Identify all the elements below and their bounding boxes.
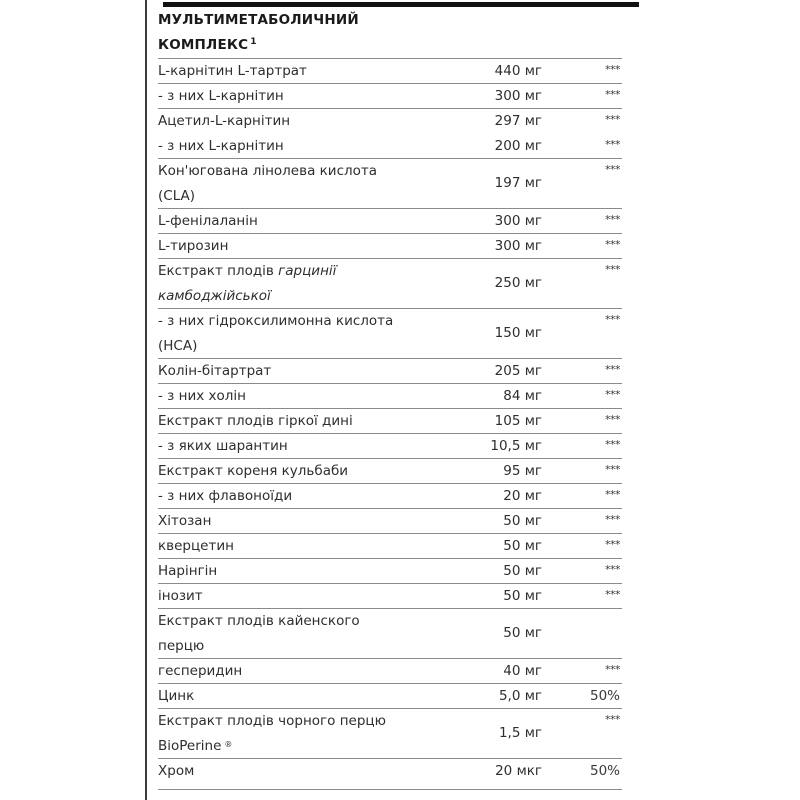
ingredient-amount: 197 мг: [494, 175, 542, 191]
ingredient-name: - з них холін: [158, 388, 246, 404]
section-title: [158, 8, 622, 59]
title-line-2: [158, 33, 622, 58]
daily-value: ***: [605, 238, 620, 251]
table-row: [158, 359, 622, 384]
ingredient-amount: 1,5 мг: [498, 725, 542, 741]
ingredient-name: L-карнітин L-тартрат: [158, 63, 307, 79]
daily-value: ***: [605, 713, 620, 726]
ingredient-amount: 50 мг: [503, 625, 542, 641]
table-row: [158, 709, 622, 759]
ingredient-amount: 50 мг: [503, 588, 542, 604]
title-line-1: МУЛЬТИМЕТАБОЛИЧНИЙ: [158, 12, 359, 28]
table-row: [158, 134, 622, 159]
footnote-marker: 1: [250, 37, 257, 47]
daily-value: 50%: [589, 688, 620, 704]
ingredient-amount: 250 мг: [494, 275, 542, 291]
table-row: [158, 159, 622, 209]
daily-value: ***: [605, 538, 620, 551]
daily-value: ***: [605, 663, 620, 676]
table-row: [158, 534, 622, 559]
ingredient-name: Екстракт кореня кульбаби: [158, 463, 349, 479]
ingredient-amount: 50 мг: [503, 563, 542, 579]
ingredient-amount: 300 мг: [494, 88, 542, 104]
ingredient-name: Ацетил-L-карнітин: [158, 113, 291, 129]
daily-value: ***: [605, 263, 620, 276]
table-row: [158, 84, 622, 109]
table-row: [158, 759, 622, 790]
daily-value: 50%: [589, 763, 620, 779]
daily-value: ***: [605, 388, 620, 401]
ingredient-name-prefix: Екстракт плодів: [158, 263, 279, 279]
ingredient-name: Хітозан: [158, 513, 212, 529]
ingredient-amount: 20 мг: [503, 488, 542, 504]
ingredient-amount: 297 мг: [494, 113, 542, 129]
ingredient-name: Хром: [158, 763, 195, 779]
ingredient-name: - з них L-карнітин: [158, 88, 284, 104]
ingredient-amount: 50 мг: [503, 513, 542, 529]
table-row: [158, 434, 622, 459]
ingredient-amount: 40 мг: [503, 663, 542, 679]
table-row: [158, 584, 622, 609]
ingredient-name: кверцетин: [158, 538, 234, 554]
ingredient-amount: 440 мг: [494, 63, 542, 79]
ingredient-name: L-тирозин: [158, 238, 229, 254]
table-row: [158, 684, 622, 709]
daily-value: ***: [605, 463, 620, 476]
ingredient-name: Кон'югована лінолева кислота (CLA): [158, 163, 378, 204]
daily-value: ***: [605, 513, 620, 526]
daily-value: ***: [605, 88, 620, 101]
ingredient-name: - з них флавоноїди: [158, 488, 293, 504]
table-row: [158, 259, 622, 309]
daily-value: ***: [605, 588, 620, 601]
ingredient-amount: 84 мг: [503, 388, 542, 404]
ingredient-name-italic: гарцинії камбоджійської: [158, 263, 337, 304]
daily-value: ***: [605, 363, 620, 376]
ingredient-amount: 20 мкг: [495, 763, 542, 779]
ingredient-name: Колін-бітартрат: [158, 363, 272, 379]
left-border-rule: [145, 0, 147, 800]
ingredient-amount: 105 мг: [494, 413, 542, 429]
daily-value: ***: [605, 563, 620, 576]
ingredient-amount: 200 мг: [494, 138, 542, 154]
title-line-2-text: КОМПЛЕКС: [158, 37, 249, 53]
supplement-facts-table: [158, 8, 622, 790]
daily-value: ***: [605, 313, 620, 326]
ingredient-name: Екстракт плодів гіркої дині: [158, 413, 353, 429]
ingredient-amount: 300 мг: [494, 238, 542, 254]
table-row: [158, 509, 622, 534]
daily-value: ***: [605, 413, 620, 426]
daily-value: ***: [605, 138, 620, 151]
ingredient-amount: 205 мг: [494, 363, 542, 379]
ingredient-name: гесперидин: [158, 663, 243, 679]
ingredient-amount: 10,5 мг: [490, 438, 542, 454]
table-row: [158, 59, 622, 84]
ingredient-amount: 150 мг: [494, 325, 542, 341]
table-row: [158, 459, 622, 484]
ingredient-amount: 95 мг: [503, 463, 542, 479]
daily-value: ***: [605, 63, 620, 76]
ingredient-name: - з них гідроксилимонна кислота (HCA): [158, 313, 394, 354]
daily-value: ***: [605, 438, 620, 451]
registered-mark: ®: [224, 740, 233, 749]
ingredient-name-text: Екстракт плодів чорного перцю BioPerine: [158, 713, 386, 754]
daily-value: ***: [605, 113, 620, 126]
ingredient-amount: 50 мг: [503, 538, 542, 554]
ingredient-name: Цинк: [158, 688, 195, 704]
ingredient-name: L-фенілаланін: [158, 213, 258, 229]
table-row: [158, 234, 622, 259]
ingredient-name: - з яких шарантин: [158, 438, 288, 454]
table-row: [158, 409, 622, 434]
daily-value: ***: [605, 163, 620, 176]
ingredient-name: [158, 259, 408, 309]
table-row: [158, 609, 622, 659]
table-row: [158, 659, 622, 684]
table-row: [158, 384, 622, 409]
daily-value: ***: [605, 488, 620, 501]
table-row: [158, 309, 622, 359]
ingredient-amount: 300 мг: [494, 213, 542, 229]
table-row: [158, 484, 622, 509]
ingredient-name: - з них L-карнітин: [158, 138, 284, 154]
ingredient-name: [158, 709, 408, 759]
top-black-bar: [163, 2, 639, 7]
table-row: [158, 109, 622, 134]
daily-value: ***: [605, 213, 620, 226]
table-row: [158, 559, 622, 584]
ingredient-amount: 5,0 мг: [498, 688, 542, 704]
ingredient-name: інозит: [158, 588, 203, 604]
table-row: [158, 209, 622, 234]
ingredient-name: Нарінгін: [158, 563, 218, 579]
ingredient-name: Екстракт плодів кайенского перцю: [158, 613, 360, 654]
